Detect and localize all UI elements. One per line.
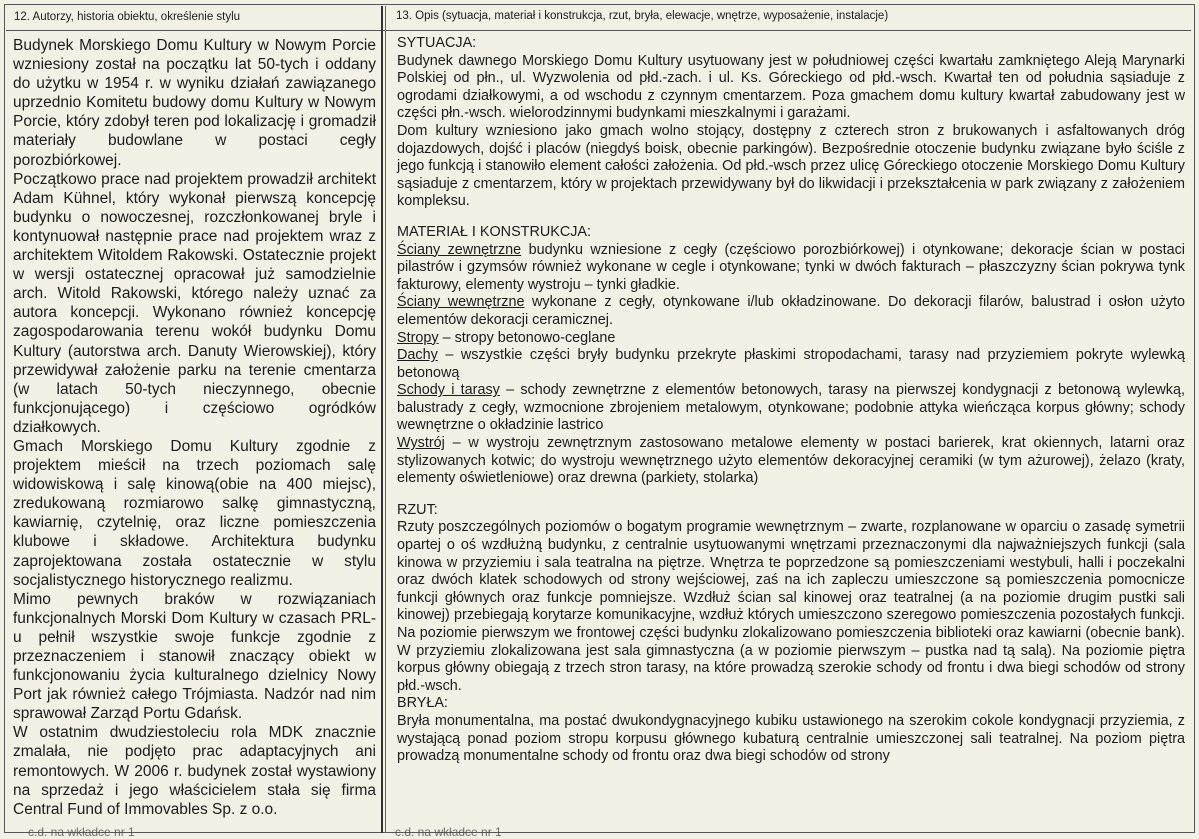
bryla-paragraph: Bryła monumentalna, ma postać dwukondygnacyjnego kubiku ustawionego na szerokim cokole kondygnacji przyziemia, z wystającą ponad poziom stropu korpusu głównego kubaturą centralnie umieszczonej sali teatralnej. Na poziom piętra prowadzą monumentalne schody od frontu oraz dwa biegi schodów od strony <box>397 712 1185 765</box>
continuation-note: c.d. na wkładce nr 1 <box>28 825 135 839</box>
history-paragraph: Początkowo prace nad projektem prowadził architekt Adam Kühnel, który wykonał pierwszą koncepcję budynku o nowoczesnej, rozczłonkowanej bryle i kontynuował następnie prace nad projektem wraz z architektem Witoldem Rakowski. Ostatecznie projekt w wersji ostatecznej opracował już samodzielnie arch. Witold Rakowski, którego należy uznać za autora koncepcji. Wykonano również koncepcję zagospodarowania terenu wokół budynku Domu Kultury (autorstwa arch. Danuty Wierowskiej), który przewidywał założenie parku na terenie cmentarza (w latach 50-tych nieczynnego, obecnie funkcjonującego) i częściowo ogródków działkowych. <box>13 170 376 436</box>
continuation-note: c.d. na wkładce nr 1 <box>395 825 502 839</box>
material-item-label: Dachy <box>397 347 438 364</box>
column-divider <box>381 6 383 833</box>
history-section <box>13 36 376 819</box>
material-item <box>397 435 1185 488</box>
material-item-label: Wystrój <box>397 435 445 452</box>
material-item-label: Schody i tarasy <box>397 382 500 399</box>
material-item-text: wykonane z cegły, otynkowane i/lub okładzinowane. Do dekoracji filarów, balustrad i osłon użyto elementów dekoracji ceramicznej. <box>397 294 1185 328</box>
material-item-label: Ściany zewnętrzne <box>397 241 522 258</box>
sytuacja-paragraph: Budynek dawnego Morskiego Domu Kultury usytuowany jest w południowej części kwartału zamkniętego Aleją Marynarki Polskiej od płn., ul. Wyzwolenia od płd.-zach. i ul. Ks. Góreckiego od płd.-wsch. Kwartał ten od południa sąsiaduje z ogrodami działkowymi, a od wschodu z czynnym cmentarzem. Poza gmachem domu kultury kwartał zabudowany jest w części płn.-wsch. wielorodzinnymi budynkami mieszkalnymi i garażami. <box>397 52 1185 122</box>
history-paragraph: Budynek Morskiego Domu Kultury w Nowym Porcie wzniesiony został na początku lat 50-tych i oddany do użytku w 1954 r. w wyniku działań zawiązanego uprzednio Komitetu budowy domu Kultury w Nowym Porcie, który zdobył teren pod lokalizację i gromadził materiały budowlane w postaci cegły porozbiórkowej. <box>13 37 376 169</box>
rzut-heading: RZUT: <box>397 501 438 518</box>
column-divider-secondary <box>385 6 386 833</box>
material-item <box>397 294 1185 329</box>
material-item-text: budynku wzniesione z cegły (częściowo porozbiórkowej) i otynkowane; dekoracje ścian w postaci pilastrów i gzymsów również wykonane w cegle i otynkowane; tynki w dwóch fakturach – płaszczyzny ścian pokrywa tynk fakturowy, elementy wystroju – tynki gładkie. <box>397 241 1185 293</box>
material-item <box>397 330 1185 348</box>
right-column-heading: 13. Opis (sytuacja, materiał i konstrukcja, rzut, bryła, elewacje, wnętrze, wyposażenie, instalacje) <box>396 10 889 22</box>
material-item-text: – schody zewnętrzne z elementów betonowych, tarasy na pierwszej kondygnacji z betonową wylewką, balustrady z cegły, wzmocnione zbrojeniem metalowym, otynkowane; podobnie attyka wieńcząca korpus główny; schody wewnętrzne o okładzinie lastrico <box>397 382 1185 434</box>
history-paragraph: Gmach Morskiego Domu Kultury zgodnie z projektem mieścił na trzech poziomach salę widowiskową i salę kinową(obie na 400 miejsc), zredukowaną rozmiarowo salkę gimnastyczną, kawiarnię, czytelnię, oraz liczne pomieszczenia klubowe i składowe. Architektura budynku zaprojektowana została ostatecznie w stylu socjalistycznego historycznego realizmu. <box>13 437 376 589</box>
history-paragraph: Mimo pewnych braków w rozwiązaniach funkcjonalnych Morski Dom Kultury w czasach PRL-u pełnił wszystkie swoje funkcje zgodnie z przeznaczeniem i stanowił znaczący obiekt w funkcjonowaniu życia kulturalnego dzielnicy Nowy Port jak również całego Trójmiasta. Nadzór nad nim sprawował Zarząd Portu Gdańsk. <box>13 590 376 723</box>
material-item-label: Stropy <box>397 329 439 346</box>
sytuacja-heading: SYTUACJA: <box>397 35 477 51</box>
history-paragraph: W ostatnim dwudziestoleciu rola MDK znacznie zmalała, nie podjęto prac adaptacyjnych ani remontowych. W 2006 r. budynek został wystawiony na sprzedaż i jego właścicielem stała się firma Central Fund of Immovables Sp. z o.o. <box>13 724 376 818</box>
material-item-text: – w wystroju zewnętrznym zastosowano metalowe elementy w postaci barierek, krat okiennych, latarni oraz stylizowanych kotwic; do wystroju wewnętrznego użyto elementów dekoracyjnej ceramiki (w tym ażurowej), żelazo (kraty, elementy oświetleniowe) oraz drewna (parkiety, stolarka) <box>397 435 1185 487</box>
sytuacja-paragraph: Dom kultury wzniesiono jako gmach wolno stojący, dostępny z czterech stron z brukowanych i asfaltowanych dróg dojazdowych, dojść i placów (niegdyś boisk, obecnie parkingów). Bezpośrednie otoczenie budynku związane było ściśle z jego funkcją i stanowiło element całości założenia. Od płd.-wsch przez ulicę Góreckiego otoczenie Morskiego Domu Kultury sąsiaduje z cmentarzem, który w projektach przewidywany był do likwidacji i przekształcenia w park związany z założeniem kompleksu. <box>397 122 1185 210</box>
description-section <box>397 35 1185 766</box>
rzut-paragraph: Rzuty poszczególnych poziomów o bogatym programie wewnętrznym – zwarte, rozplanowane w oparciu o zasadę symetrii opartej o oś wzdłużną budynku, z centralnie usytuowanymi wnętrzami przeznaczonymi dla najważniejszych funkcji (sala kinowa w przyziemiu i sala teatralna na piętrze. Wnętrza te poprzedzone są pomieszczeniami westybuli, halli i poczekalni oraz dwóch klatek schodowych od strony wejściowej, zaś na ich zapleczu umieszczone są pomieszczenia pomocnicze funkcji głównych oraz funkcje pomniejsze. Wzdłuż ścian sal kinowej oraz teatralnej (a na poziomie drugim pustki sali kinowej) przebiegają korytarze komunikacyjne, wzdłuż których umieszczono szeregowo pomieszczenia pozostałych funkcji. Na poziomie pierwszym we frontowej części budynku zlokalizowano pomieszczenia biblioteki oraz kawiarni (obecnie bank). W przyziemiu zlokalizowana jest sala gimnastyczna (a w poziomie pierwszym – pustka nad tą salą). Na poziomie piętra korpus główny obiegają z trzech stron tarasy, na które prowadzą szerokie schody od frontu i dwa biegi schodów od strony płd.-wsch. <box>397 519 1185 694</box>
left-column-heading: 12. Autorzy, historia obiektu, określenie stylu <box>14 11 241 23</box>
material-item-label: Ściany wewnętrzne <box>397 294 525 311</box>
material-item <box>397 242 1185 295</box>
material-heading: MATERIAŁ I KONSTRUKCJA: <box>397 223 592 240</box>
bryla-heading: BRYŁA: <box>397 695 448 712</box>
material-item-text: – stropy betonowo-ceglane <box>438 329 616 346</box>
material-item <box>397 347 1185 382</box>
header-rule <box>6 30 1191 31</box>
material-item-text: – wszystkie części bryły budynku przekryte płaskimi stropodachami, tarasy nad przyziemiem pokryte wylewką betonową <box>397 347 1185 381</box>
material-item <box>397 382 1185 435</box>
